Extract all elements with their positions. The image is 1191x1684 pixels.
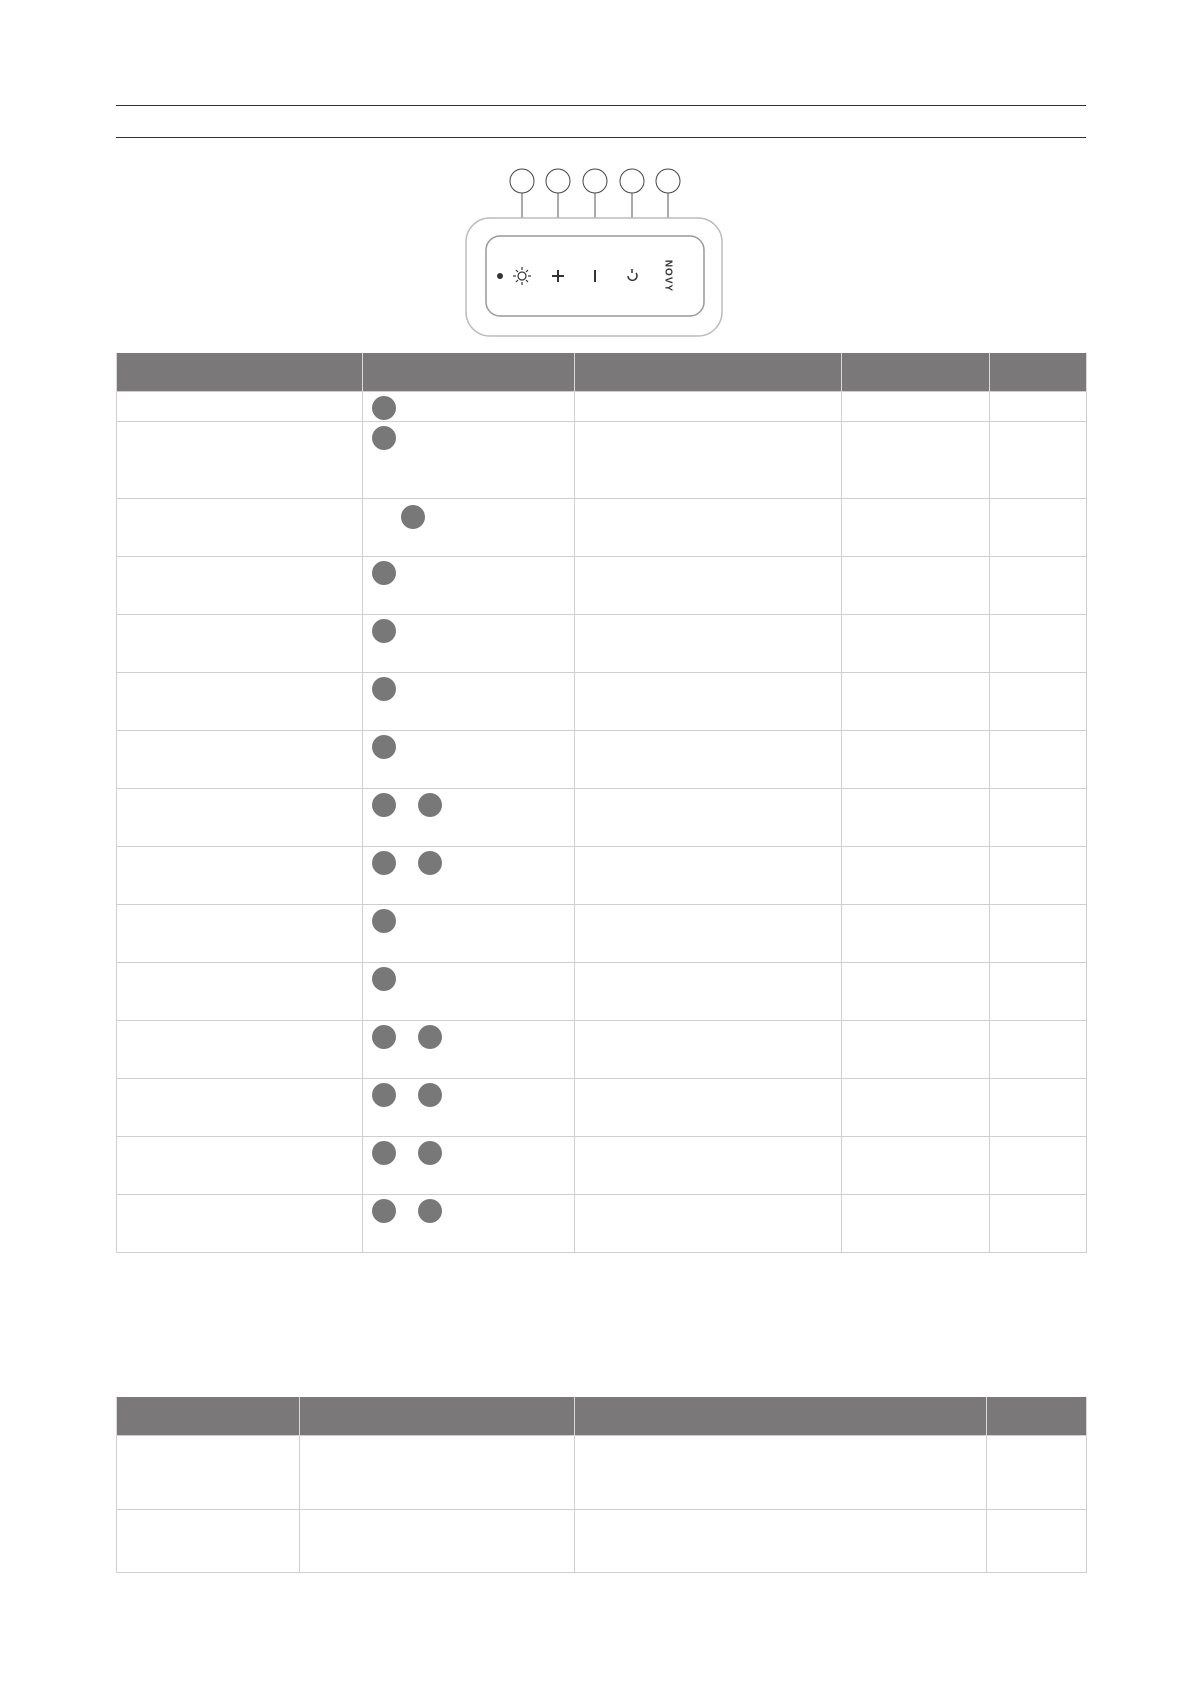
callout-3 [583,169,607,193]
table-cell [842,789,990,847]
table-cell [575,422,842,499]
table-cell [990,392,1087,422]
table-cell [575,673,842,731]
table-cell [575,963,842,1021]
button-indicator-group [363,1079,574,1107]
table-cell [575,1510,987,1573]
table-cell [842,422,990,499]
table-cell [363,731,575,789]
table-row [117,1079,1087,1137]
status-header-cell [300,1397,575,1436]
table-cell [990,557,1087,615]
functions-table [116,353,1087,1253]
table-cell [990,1195,1087,1253]
table-cell [363,422,575,499]
button-indicator-dot [372,677,396,701]
control-panel-diagram [440,160,740,350]
button-indicator-group [363,1021,574,1049]
functions-header-cell [363,353,575,392]
table-cell [117,392,363,422]
table-cell [117,731,363,789]
table-cell [363,1021,575,1079]
button-indicator-dot [372,909,396,933]
status-header-cell [117,1397,300,1436]
table-cell [363,615,575,673]
table-row [117,1021,1087,1079]
table-cell [990,847,1087,905]
table-cell [842,1021,990,1079]
table-cell [990,422,1087,499]
table-cell [990,615,1087,673]
table-cell [117,1137,363,1195]
table-row [117,1510,1087,1573]
table-cell [842,557,990,615]
header-bottom-rule [116,137,1086,138]
button-indicator-group [363,392,574,420]
table-cell [363,963,575,1021]
table-cell [575,1021,842,1079]
table-cell [990,673,1087,731]
button-indicator-group [363,1195,574,1223]
button-indicator-dot [418,1083,442,1107]
button-indicator-dot [372,967,396,991]
table-header-row [117,353,1087,392]
top-rule [116,105,1086,106]
table-row [117,731,1087,789]
button-indicator-group [363,905,574,933]
table-cell [300,1436,575,1510]
table-row [117,615,1087,673]
table-row [117,789,1087,847]
table-cell [990,789,1087,847]
callout-circles [510,169,680,193]
button-indicator-dot [401,505,425,529]
button-indicator-dot [372,851,396,875]
table-cell [990,499,1087,557]
table-cell [842,615,990,673]
table-cell [117,615,363,673]
table-cell [117,847,363,905]
table-cell [575,1137,842,1195]
status-table [116,1397,1087,1573]
button-indicator-group [363,963,574,991]
functions-header-cell [575,353,842,392]
button-indicator-dot [418,851,442,875]
callout-5 [656,169,680,193]
button-indicator-group [363,499,574,529]
table-cell [575,905,842,963]
button-indicator-group [363,731,574,759]
button-indicator-group [363,557,574,585]
table-cell [117,1510,300,1573]
table-cell [842,1137,990,1195]
table-row [117,499,1087,557]
table-cell [575,1195,842,1253]
table-row [117,422,1087,499]
table-cell [575,557,842,615]
table-cell [842,392,990,422]
button-indicator-group [363,1137,574,1165]
brand-logo: NOVY [662,259,674,293]
table-cell [575,789,842,847]
callout-2 [546,169,570,193]
button-indicator-dot [372,396,396,420]
table-cell [990,1021,1087,1079]
table-cell [575,392,842,422]
table-cell [842,1079,990,1137]
table-row [117,963,1087,1021]
functions-header-cell [990,353,1087,392]
table-row [117,1137,1087,1195]
button-indicator-dot [418,1141,442,1165]
button-indicator-dot [372,426,396,450]
button-indicator-dot [372,793,396,817]
status-header-cell [575,1397,987,1436]
table-cell [117,1436,300,1510]
table-cell [842,963,990,1021]
table-cell [363,847,575,905]
table-cell [117,905,363,963]
table-cell [842,499,990,557]
table-row [117,847,1087,905]
table-cell [117,673,363,731]
table-cell [363,499,575,557]
table-cell [575,731,842,789]
table-row [117,1436,1087,1510]
button-indicator-dot [418,1025,442,1049]
table-cell [117,422,363,499]
button-indicator-dot [372,1141,396,1165]
button-indicator-dot [372,1025,396,1049]
table-cell [842,673,990,731]
button-indicator-group [363,847,574,875]
table-cell [990,963,1087,1021]
table-cell [842,847,990,905]
table-cell [842,1195,990,1253]
table-row [117,905,1087,963]
functions-header-cell [117,353,363,392]
table-cell [363,1079,575,1137]
table-cell [987,1510,1087,1573]
table-cell [363,1137,575,1195]
table-cell [575,499,842,557]
functions-header-cell [842,353,990,392]
button-indicator-group [363,673,574,701]
table-row [117,1195,1087,1253]
table-cell [990,1137,1087,1195]
button-indicator-dot [418,793,442,817]
table-cell [363,1195,575,1253]
table-cell [990,731,1087,789]
table-cell [117,1021,363,1079]
button-indicator-dot [372,561,396,585]
button-indicator-group [363,422,574,450]
table-cell [300,1510,575,1573]
table-header-row [117,1397,1087,1436]
table-cell [117,963,363,1021]
callout-4 [620,169,644,193]
table-cell [842,905,990,963]
table-cell [990,1079,1087,1137]
table-cell [575,847,842,905]
table-cell [990,905,1087,963]
table-cell [575,615,842,673]
button-indicator-dot [372,619,396,643]
table-cell [363,789,575,847]
table-cell [117,789,363,847]
table-cell [987,1436,1087,1510]
table-cell [842,731,990,789]
table-cell [117,1195,363,1253]
button-indicator-group [363,789,574,817]
button-indicator-dot [418,1199,442,1223]
button-indicator-dot [372,1083,396,1107]
table-cell [117,1079,363,1137]
table-row [117,673,1087,731]
table-cell [363,905,575,963]
table-cell [117,557,363,615]
callout-1 [510,169,534,193]
table-cell [575,1079,842,1137]
button-indicator-dot [372,1199,396,1223]
button-indicator-group [363,615,574,643]
table-cell [575,1436,987,1510]
status-header-cell [987,1397,1087,1436]
table-cell [363,392,575,422]
table-row [117,557,1087,615]
button-indicator-dot [372,735,396,759]
table-cell [363,557,575,615]
table-cell [117,499,363,557]
table-cell [363,673,575,731]
table-row [117,392,1087,422]
